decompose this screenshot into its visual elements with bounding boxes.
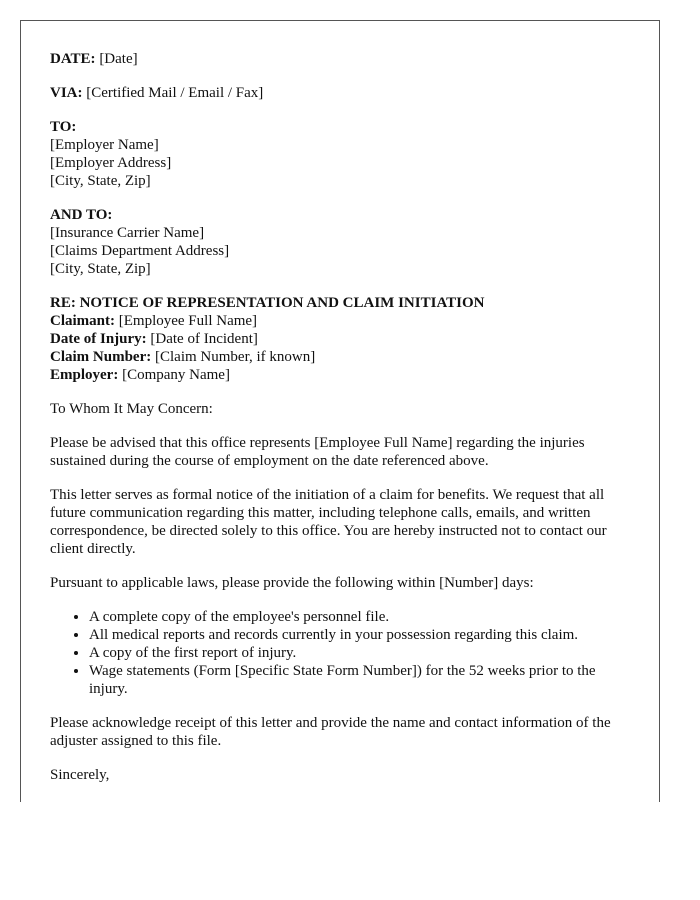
letter-page — [20, 20, 660, 802]
to-label: TO: — [50, 119, 77, 135]
claims-address-line: [Claims Department Address] — [50, 243, 230, 259]
claim-number-line — [50, 348, 635, 366]
via-value: [Certified Mail / Email / Fax] — [86, 85, 264, 101]
employer-name-line: [Employer Name] — [50, 137, 159, 153]
claim-number-label: Claim Number: — [50, 349, 152, 365]
via-label: VIA: — [50, 85, 83, 101]
employer-address-line: [Employer Address] — [50, 155, 172, 171]
list-item: • A copy of the first report of injury. — [89, 644, 635, 662]
salutation: To Whom It May Concern: — [50, 401, 213, 417]
list-item: • Wage statements (Form [Specific State Form Number]) for the 52 weeks prior to the injury. — [89, 662, 635, 698]
date-of-injury-value: [Date of Incident] — [150, 331, 258, 347]
claim-number-value: [Claim Number, if known] — [155, 349, 316, 365]
employer-city-line: [City, State, Zip] — [50, 173, 151, 189]
request-list — [50, 608, 635, 698]
employer-line — [50, 366, 635, 384]
request-intro-paragraph: Pursuant to applicable laws, please provide the following within [Number] days: — [50, 575, 534, 591]
closing: Sincerely, — [50, 767, 110, 783]
date-line — [50, 50, 635, 68]
to-address-block — [50, 118, 635, 190]
claimant-line — [50, 312, 635, 330]
notice-paragraph: This letter serves as formal notice of the initiation of a claim for benefits. We request that all future communication regarding this matter, including telephone calls, emails, and written correspondence, be directed solely to this office. You are hereby instructed not to contact our client directly. — [50, 487, 607, 557]
re-block — [50, 294, 635, 384]
list-item: • All medical reports and records currently in your possession regarding this claim. — [89, 626, 635, 644]
date-label: DATE: — [50, 51, 96, 67]
date-of-injury-line — [50, 330, 635, 348]
re-heading: RE: NOTICE OF REPRESENTATION AND CLAIM INITIATION — [50, 295, 485, 311]
claimant-value: [Employee Full Name] — [118, 313, 258, 329]
employer-value: [Company Name] — [122, 367, 230, 383]
list-item: • A complete copy of the employee's personnel file. — [89, 608, 635, 626]
acknowledge-paragraph: Please acknowledge receipt of this letter and provide the name and contact information of the adjuster assigned to this file. — [50, 715, 611, 749]
representation-paragraph: Please be advised that this office represents [Employee Full Name] regarding the injuries sustained during the course of employment on the date referenced above. — [50, 435, 585, 469]
and-to-label: AND TO: — [50, 207, 113, 223]
carrier-name-line: [Insurance Carrier Name] — [50, 225, 205, 241]
and-to-address-block — [50, 206, 635, 278]
date-value: [Date] — [99, 51, 138, 67]
employer-label: Employer: — [50, 367, 119, 383]
claimant-label: Claimant: — [50, 313, 115, 329]
via-line — [50, 84, 635, 102]
carrier-city-line: [City, State, Zip] — [50, 261, 151, 277]
letter-body — [50, 50, 635, 800]
date-of-injury-label: Date of Injury: — [50, 331, 147, 347]
